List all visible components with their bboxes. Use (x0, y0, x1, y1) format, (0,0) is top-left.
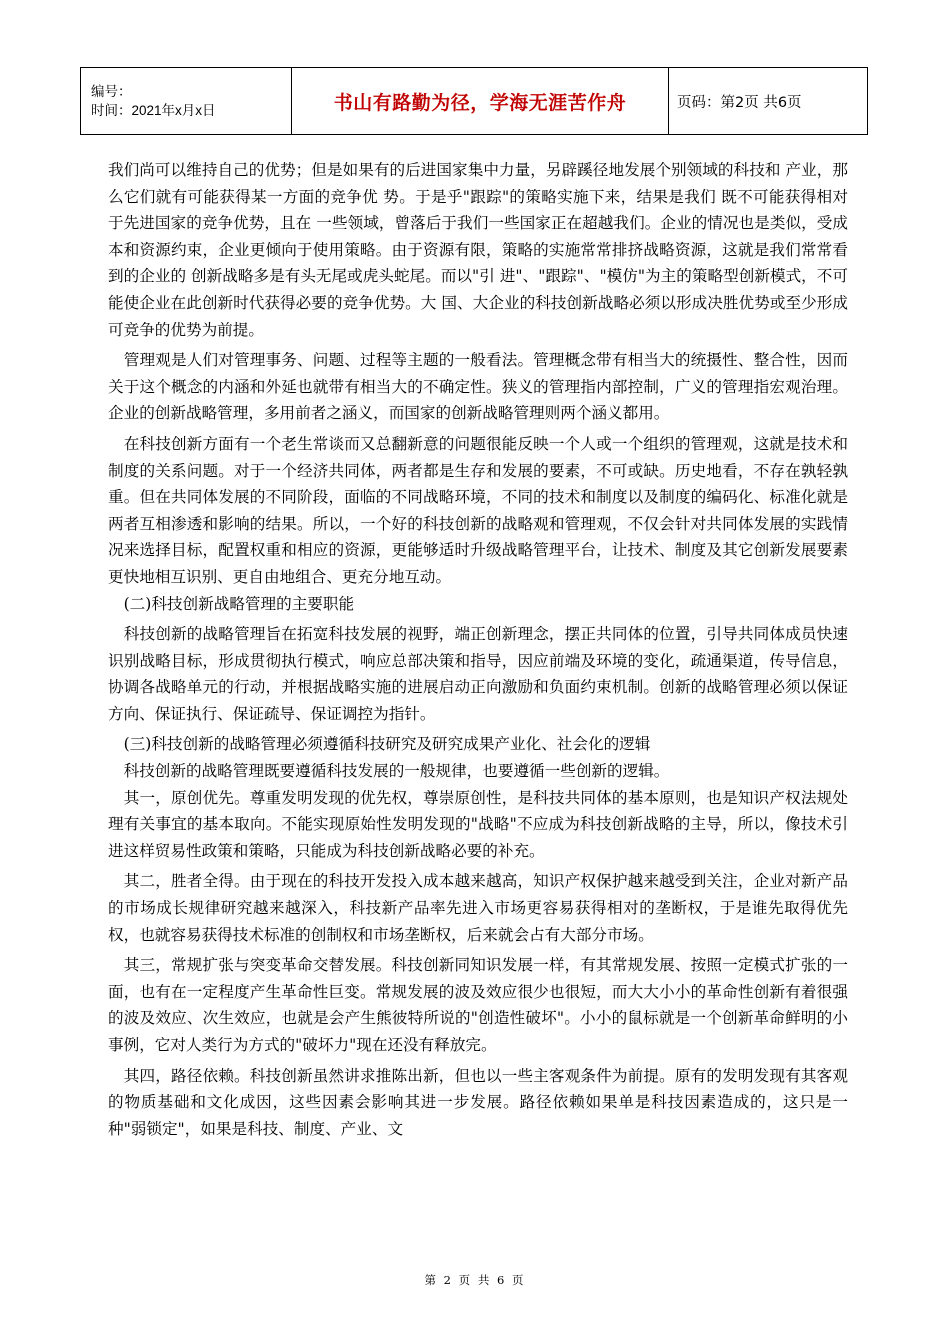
body-paragraph-2: 管理观是人们对管理事务、问题、过程等主题的一般看法。管理概念带有相当大的统摄性、整合性，因而关于这个概念的内涵和外延也就带有相当大的不确定性。狭义的管理指内部控制，广义的管理指宏观治理。企业的创新战略管理，多用前者之涵义，而国家的创新战略管理则两个涵义都用。 (108, 351, 848, 423)
body-paragraph-4: 科技创新的战略管理旨在拓宽科技发展的视野，端正创新理念，摆正共同体的位置，引导共同体成员快速识别战略目标，形成贯彻执行模式，响应总部决策和指导，因应前端及环境的变化，疏通渠道，传导信息，协调各战略单元的行动，并根据战略实施的进展启动正向激励和负面约束机制。创新的战略管理必须以保证方向、保证执行、保证疏导、保证调控为指针。 (108, 625, 848, 723)
body-paragraph-6: 其一，原创优先。尊重发明发现的优先权，尊崇原创性，是科技共同体的基本原则，也是知识产权法规处理有关事宜的基本取向。不能实现原始性发明发现的"战略"不应成为科技创新战略的主导，所以，像技术引进这样贸易性政策和策略，只能成为科技创新战略必要的补充。 (108, 788, 848, 860)
page-header (80, 67, 868, 135)
body-paragraph-9: 其四，路径依赖。科技创新虽然讲求推陈出新，但也以一些主客观条件为前提。原有的发明发现有其客观的物质基础和文化成因，这些因素会影响其进一步发展。路径依赖如果单是科技因素造成的，这只是一种"弱锁定"，如果是科技、制度、产业、文 (108, 1066, 848, 1138)
header-motto: 书山有路勤为径，学海无涯苦作舟 (292, 68, 669, 135)
body-paragraph-5: 科技创新的战略管理既要遵循科技发展的一般规律，也要遵循一些创新的逻辑。 (108, 762, 670, 781)
page-footer: 第 2 页 共 6 页 (424, 1273, 526, 1287)
body-paragraph-1: 我们尚可以维持自己的优势；但是如果有的后进国家集中力量，另辟蹊径地发展个别领域的科技和 产业，那么它们就有可能获得某一方面的竞争优 势。于是乎"跟踪"的策略实施下来，结果是我们 既不可能获得相对于先进国家的竞争优势，且在 一些领域，曾落后于我们一些国家正在超越我们。企业的情况也是类似，受成本和资源约束，企业更倾向于使用策略。由于资源有限，策略的实施常常排挤战略资源，这就是我们常常看到的企业的 创新战略多是有头无尾或虎头蛇尾。而以"引 进"、"跟踪"、"模仿"为主的策略型创新模式，不可能使企业在此创新时代获得必要的竞争优势。大 国、大企业的科技创新战略必须以形成决胜优势或至少形成可竞争的优势为前提。 (108, 161, 848, 339)
document-body (108, 157, 848, 1142)
document-number-label: 编号： (91, 84, 132, 99)
body-paragraph-7: 其二，胜者全得。由于现在的科技开发投入成本越来越高，知识产权保护越来越受到关注，企业对新产品的市场成长规律研究越来越深入，科技新产品率先进入市场更容易获得相对的垄断权，于是谁先取得优先权，也就容易获得技术标准的创制权和市场垄断权，后来就会占有大部分市场。 (108, 872, 848, 944)
body-paragraph-3: 在科技创新方面有一个老生常谈而又总翻新意的问题很能反映一个人或一个组织的管理观，这就是技术和制度的关系问题。对于一个经济共同体，两者都是生存和发展的要素，不可或缺。历史地看，不存在孰轻孰重。但在共同体发展的不同阶段，面临的不同战略环境，不同的技术和制度以及制度的编码化、标准化就是两者互相渗透和影响的结果。所以，一个好的科技创新的战略观和管理观，不仅会针对共同体发展的实践情况来选择目标，配置权重和相应的资源，更能够适时升级战略管理平台，让技术、制度及其它创新发展要素更快地相互识别、更自由地组合、更充分地互动。 (108, 434, 848, 586)
header-meta (81, 68, 292, 135)
header-page-info: 页码：第2页 共6页 (669, 68, 868, 135)
section-heading-3: (三)科技创新的战略管理必须遵循科技研究及研究成果产业化、社会化的逻辑 (108, 735, 651, 754)
section-heading-2: (二)科技创新战略管理的主要职能 (108, 594, 355, 613)
document-time-label: 时间：2021年x月x日 (91, 103, 216, 118)
body-paragraph-8: 其三，常规扩张与突变革命交替发展。科技创新同知识发展一样，有其常规发展、按照一定模式扩张的一面，也有在一定程度产生革命性巨变。常规发展的波及效应很少也很短，而大大小小的革命性创新有着很强的波及效应、次生效应，也就是会产生熊彼特所说的"创造性破坏"。小小的鼠标就是一个创新革命鲜明的小事例，它对人类行为方式的"破坏力"现在还没有释放完。 (108, 956, 848, 1054)
